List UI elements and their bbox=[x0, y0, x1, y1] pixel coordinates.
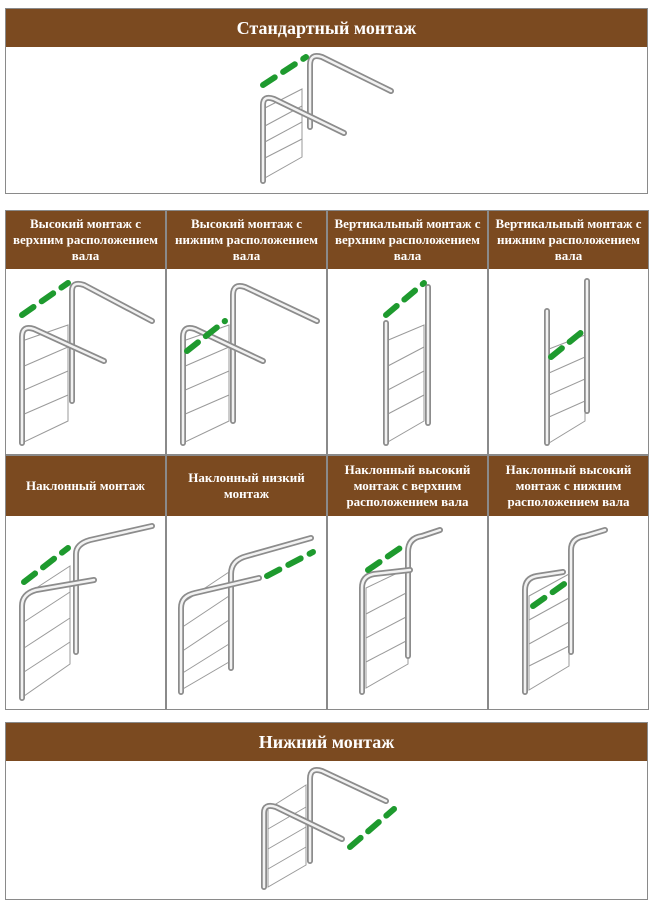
shaft-marker bbox=[267, 552, 313, 576]
panel-title: Наклонный высокий монтаж с верхним расположением вала bbox=[328, 456, 487, 516]
panel-title: Наклонный монтаж bbox=[6, 456, 165, 516]
incline-high-bottom-diagram bbox=[489, 456, 650, 711]
panel-title: Вертикальный монтаж с нижним расположением вала bbox=[489, 211, 648, 269]
panel-title: Стандартный монтаж bbox=[6, 9, 647, 47]
high-bottom-diagram bbox=[167, 211, 328, 456]
shaft-marker bbox=[263, 57, 306, 85]
bottom-diagram bbox=[6, 723, 649, 901]
panel-bottom bbox=[5, 722, 648, 900]
panel-title: Наклонный низкий монтаж bbox=[167, 456, 326, 516]
panel-incline-high-bottom bbox=[488, 455, 649, 710]
panel-incline-low bbox=[166, 455, 327, 710]
panel-high-top bbox=[5, 210, 166, 455]
shaft-marker bbox=[551, 331, 583, 357]
incline-low-diagram bbox=[167, 456, 328, 711]
panel-title: Высокий монтаж с нижним расположением вала bbox=[167, 211, 326, 269]
high-top-diagram bbox=[6, 211, 167, 456]
shaft-marker bbox=[368, 544, 406, 570]
standard-diagram bbox=[6, 9, 649, 195]
panel-title: Нижний монтаж bbox=[6, 723, 647, 761]
panel-incline-high-top bbox=[327, 455, 488, 710]
vert-top-diagram bbox=[328, 211, 489, 456]
shaft-marker bbox=[22, 283, 68, 315]
panel-vert-bottom bbox=[488, 210, 649, 455]
panel-title: Наклонный высокий монтаж с нижним расположением вала bbox=[489, 456, 648, 516]
panel-title: Высокий монтаж с верхним расположением вала bbox=[6, 211, 165, 269]
vert-bottom-diagram bbox=[489, 211, 650, 456]
panel-high-bottom bbox=[166, 210, 327, 455]
shaft-marker bbox=[386, 283, 424, 315]
panel-standard bbox=[5, 8, 648, 194]
panel-incline bbox=[5, 455, 166, 710]
incline-diagram bbox=[6, 456, 167, 711]
shaft-marker bbox=[350, 809, 394, 847]
panel-vert-top bbox=[327, 210, 488, 455]
incline-high-top-diagram bbox=[328, 456, 489, 711]
shaft-marker bbox=[24, 548, 68, 582]
panel-title: Вертикальный монтаж с верхним расположением вала bbox=[328, 211, 487, 269]
